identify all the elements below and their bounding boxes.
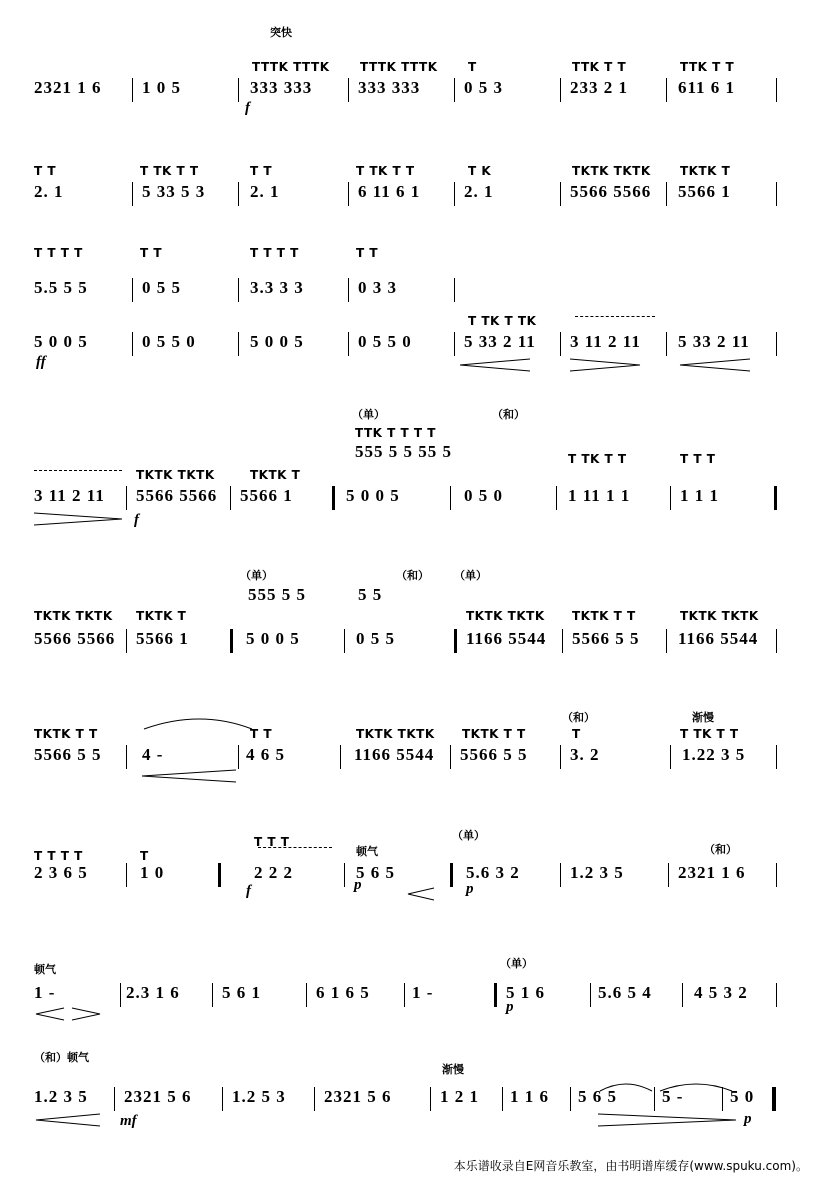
barline [562, 629, 563, 653]
annotation-single: （单） [352, 408, 385, 421]
barline [666, 629, 667, 653]
repeat-start-barline [230, 629, 233, 653]
tech-6: TTK T T [572, 60, 627, 74]
barline [590, 983, 591, 1007]
measure: 5 33 5 3 [142, 182, 206, 201]
tech-4: TTTK TTTK [360, 60, 438, 74]
measure: 5 0 0 5 [250, 332, 304, 351]
measure: 3. 2 [570, 745, 600, 764]
measure: 3 11 2 11 [570, 332, 641, 351]
measure: 333 333 [250, 78, 313, 97]
measure: 5 33 2 11 [464, 332, 536, 351]
measure: 5566 5566 [34, 629, 116, 648]
barline [560, 745, 561, 769]
measure: 5 6 5 [356, 863, 395, 882]
tech: T T T [254, 835, 290, 849]
barline [670, 745, 671, 769]
tech: T T [250, 727, 273, 741]
barline [666, 182, 667, 206]
dynamic-p: p [466, 881, 474, 897]
barline [132, 278, 133, 302]
tech: T TK T T [356, 164, 415, 178]
tech: TKTK T T [462, 727, 526, 741]
tech: T T [34, 164, 57, 178]
barline [776, 182, 777, 206]
barline [666, 78, 667, 102]
measure: 4 - [142, 745, 164, 764]
measure: 2. 1 [464, 182, 494, 201]
annotation-together: （和） [396, 569, 429, 582]
upper-part [355, 442, 585, 472]
crescendo-hairpin [140, 769, 240, 783]
barline [454, 332, 455, 356]
measure: 0 3 3 [358, 278, 397, 297]
barline [238, 745, 239, 769]
measure: 1166 5544 [354, 745, 435, 764]
barline [666, 332, 667, 356]
barline [450, 745, 451, 769]
measure: 1.22 3 5 [682, 745, 746, 764]
measure: 5566 5566 [570, 182, 652, 201]
measure: 4 6 5 [246, 745, 285, 764]
tech: T [572, 727, 581, 741]
barline [238, 182, 239, 206]
measure: 1 1 1 [680, 486, 719, 505]
measure: 2321 5 6 [324, 1087, 392, 1106]
measure: 2. 1 [34, 182, 64, 201]
annotation-gradually-slow: 渐慢 [442, 1063, 464, 1076]
tech: T T T T [34, 246, 83, 260]
tech: TTK T T T T [355, 426, 436, 440]
measure: 5 0 [730, 1087, 755, 1106]
barline [230, 486, 231, 510]
dynamic-f: f [246, 883, 251, 899]
annotation-breath: 顿气 [356, 845, 378, 858]
notes-line-5 [30, 629, 778, 659]
measure: 5 33 2 11 [678, 332, 750, 351]
barline [340, 745, 341, 769]
tech: T T T T [250, 246, 299, 260]
barline [212, 983, 213, 1007]
notes-line-4 [30, 486, 778, 516]
tech: TKTK TKTK [34, 609, 113, 623]
tech: TKTK TKTK [680, 609, 759, 623]
measure: 1.2 3 5 [34, 1087, 88, 1106]
tie-arc [140, 713, 260, 731]
measure: 1166 5544 [678, 629, 759, 648]
annotation-gradually-slow: 渐慢 [692, 711, 714, 724]
measure: 5566 1 [678, 182, 731, 201]
measure: 1.2 3 5 [570, 863, 624, 882]
measure: 5 6 1 [222, 983, 261, 1002]
barline [454, 182, 455, 206]
measure: 1 0 [140, 863, 165, 882]
measure: 2321 5 6 [124, 1087, 192, 1106]
tech: TKTK TKTK [466, 609, 545, 623]
tech: T TK T T [680, 727, 739, 741]
measure: 5 6 5 [578, 1087, 617, 1106]
measure: 5566 1 [136, 629, 189, 648]
barline [668, 863, 669, 887]
tech: T T T [680, 452, 716, 466]
barline [682, 983, 683, 1007]
crescendo-hairpin [34, 1113, 104, 1127]
barline [126, 745, 127, 769]
barline [776, 332, 777, 356]
notes-line-1 [30, 78, 778, 108]
barline [132, 332, 133, 356]
tech: T [140, 849, 149, 863]
tech: T T [140, 246, 163, 260]
measure: 0 5 5 [356, 629, 395, 648]
barline [776, 863, 777, 887]
measure: 0 5 5 0 [142, 332, 196, 351]
measure: 5566 5566 [136, 486, 218, 505]
tech: T T T T [34, 849, 83, 863]
measure: 5 0 0 5 [246, 629, 300, 648]
measure: 1166 5544 [466, 629, 547, 648]
measure: 2 3 6 5 [34, 863, 88, 882]
measure: 1 2 1 [440, 1087, 479, 1106]
dynamic-p: p [354, 877, 362, 893]
measure: 5566 1 [240, 486, 293, 505]
measure: 2. 1 [250, 182, 280, 201]
measure: 3.3 3 3 [250, 278, 304, 297]
barline [776, 629, 777, 653]
repeat-end-barline [454, 629, 457, 653]
barline [126, 629, 127, 653]
measure: 5.6 3 2 [466, 863, 520, 882]
tech: TKTK T [250, 468, 301, 482]
tech: TKTK T T [572, 609, 636, 623]
barline [454, 278, 455, 302]
barline [560, 182, 561, 206]
barline [132, 78, 133, 102]
dynamic-p: p [744, 1111, 752, 1127]
measure: 1.2 5 3 [232, 1087, 286, 1106]
barline [114, 1087, 115, 1111]
dynamic-mf: mf [120, 1113, 137, 1129]
barline [132, 182, 133, 206]
tech: T TK T T [568, 452, 627, 466]
barline [344, 863, 345, 887]
dashed-line [575, 316, 655, 318]
final-barline [772, 1087, 776, 1111]
barline [560, 78, 561, 102]
measure: 2.3 1 6 [126, 983, 180, 1002]
barline [560, 863, 561, 887]
annotation-breath: 顿气 [34, 963, 56, 976]
annotation-single: （单） [454, 569, 487, 582]
tech: TKTK TKTK [356, 727, 435, 741]
barline [238, 332, 239, 356]
tech-3: TTTK TTTK [252, 60, 330, 74]
barline [348, 182, 349, 206]
annotation-single: （单） [240, 569, 273, 582]
tech: TKTK T T [34, 727, 98, 741]
tech: TKTK T [136, 609, 187, 623]
measure: 555 5 5 55 5 [355, 442, 452, 461]
crescendo-hairpins [460, 358, 780, 372]
tech: TKTK T [680, 164, 731, 178]
barline [348, 278, 349, 302]
barline [556, 486, 557, 510]
tech: T T [250, 164, 273, 178]
measure: 6 1 6 5 [316, 983, 370, 1002]
dynamic-p: p [506, 999, 514, 1015]
barline [222, 1087, 223, 1111]
notes-line-8 [30, 983, 778, 1013]
measure: 5 5 [358, 585, 383, 604]
repeat-barline [450, 863, 453, 887]
measure: 2 2 2 [254, 863, 293, 882]
repeat-end-barline [774, 486, 777, 510]
measure: 5.6 5 4 [598, 983, 652, 1002]
barline [654, 1087, 655, 1111]
barline [560, 332, 561, 356]
dashed-line [34, 470, 122, 472]
decrescendo-hairpin [596, 1113, 746, 1127]
barline [344, 629, 345, 653]
dynamic-f: f [245, 100, 250, 116]
measure: 5 - [662, 1087, 684, 1106]
measure: 0 5 5 [142, 278, 181, 297]
barline [776, 78, 777, 102]
barline [722, 1087, 723, 1111]
measure: 5.5 5 5 [34, 278, 88, 297]
barline [776, 745, 777, 769]
measure: 1 0 5 [142, 78, 181, 97]
measure: 5566 5 5 [572, 629, 640, 648]
annotation-together-breath: （和）顿气 [34, 1051, 89, 1064]
barline [120, 983, 121, 1007]
measure: 333 333 [358, 78, 421, 97]
tech-7: TTK T T [680, 60, 735, 74]
measure: 1 1 6 [510, 1087, 549, 1106]
barline [776, 983, 777, 1007]
barline [670, 486, 671, 510]
barline [348, 78, 349, 102]
measure: 5566 5 5 [460, 745, 528, 764]
measure: 5 0 0 5 [34, 332, 88, 351]
tech: T TK T T [140, 164, 199, 178]
decrescendo-hairpin [34, 512, 124, 526]
measure: 2321 1 6 [678, 863, 746, 882]
dashed-line [258, 847, 332, 849]
measure: 611 6 1 [678, 78, 736, 97]
barline [238, 278, 239, 302]
dynamic-ff: ff [36, 354, 46, 370]
annotation-single: （单） [500, 957, 533, 970]
upper-part [30, 278, 778, 308]
annotation-together: （和） [492, 408, 525, 421]
tech: TKTK TKTK [572, 164, 651, 178]
barline [454, 78, 455, 102]
barline [126, 863, 127, 887]
footer-credit: 本乐谱收录自E网音乐教室，由书明谱库缓存(www.spuku.com)。 [453, 1159, 808, 1173]
upper-part [248, 585, 448, 615]
notes-line-7 [30, 863, 778, 893]
tech-5: T [468, 60, 477, 74]
measure: 5566 5 5 [34, 745, 102, 764]
measure: 4 5 3 2 [694, 983, 748, 1002]
measure: 0 5 0 [464, 486, 503, 505]
measure: 5 1 6 [506, 983, 545, 1002]
dynamic-f: f [134, 512, 139, 528]
barline [502, 1087, 503, 1111]
measure: 1 - [34, 983, 56, 1002]
annotation-single: （单） [452, 829, 485, 842]
barline [430, 1087, 431, 1111]
tech: T T [356, 246, 379, 260]
measure: 233 2 1 [570, 78, 628, 97]
measure: 1 - [412, 983, 434, 1002]
annotation-together: （和） [704, 843, 737, 856]
barline [570, 1087, 571, 1111]
measure: 2321 1 6 [34, 78, 102, 97]
barline [314, 1087, 315, 1111]
tech: T K [468, 164, 492, 178]
crescendo-hairpin [406, 887, 436, 901]
barline [306, 983, 307, 1007]
barline [238, 78, 239, 102]
measure: 555 5 5 [248, 585, 306, 604]
barline [126, 486, 127, 510]
measure: 1 11 1 1 [568, 486, 631, 505]
double-barline [494, 983, 497, 1007]
measure: 0 5 5 0 [358, 332, 412, 351]
barline [348, 332, 349, 356]
notes-line-2 [30, 182, 778, 212]
measure: 3 11 2 11 [34, 486, 105, 505]
tech: TKTK TKTK [136, 468, 215, 482]
barline [450, 486, 451, 510]
annotation-together: （和） [562, 711, 595, 724]
repeat-start-barline [218, 863, 221, 887]
measure: 5 0 0 5 [346, 486, 400, 505]
swell-hairpins [34, 1007, 104, 1021]
measure: 6 11 6 1 [358, 182, 421, 201]
tech: T TK T TK [468, 314, 537, 328]
repeat-start-barline [332, 486, 335, 510]
annotation-sudden-fast: 突快 [270, 26, 292, 39]
measure: 0 5 3 [464, 78, 503, 97]
barline [404, 983, 405, 1007]
